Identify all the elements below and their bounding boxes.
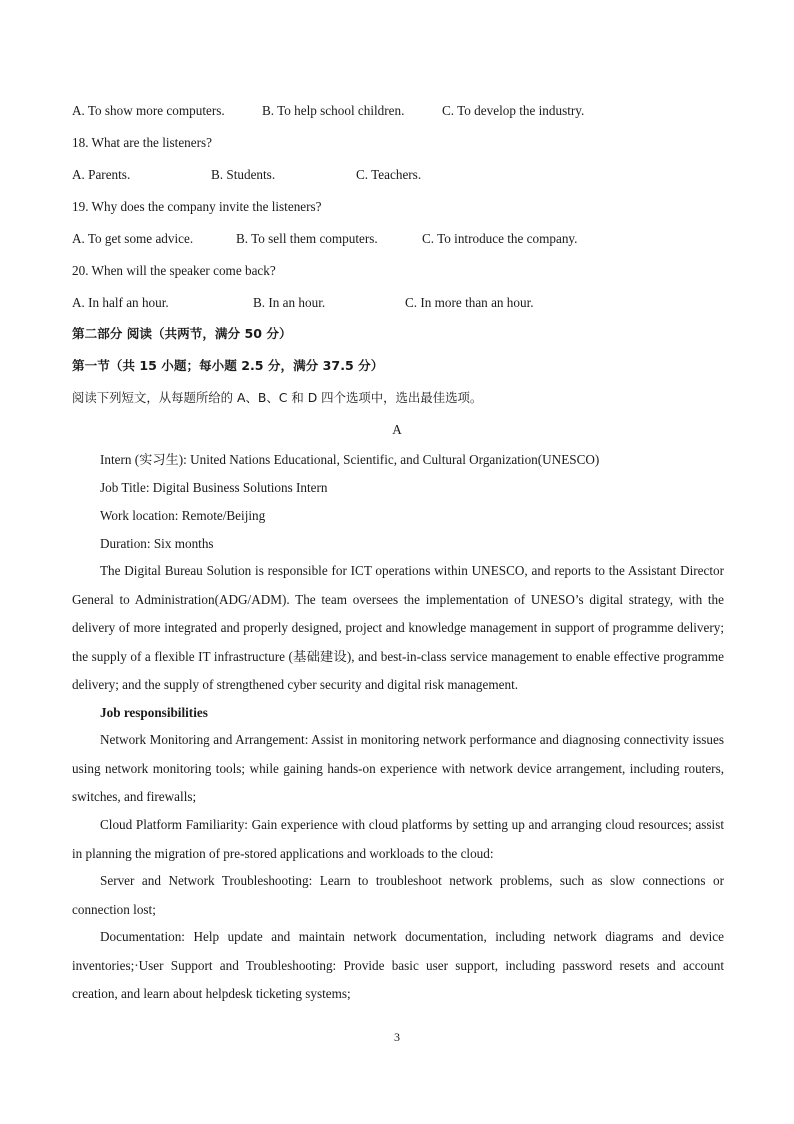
responsibilities-heading: Job responsibilities: [100, 705, 208, 720]
q20-option-a: A. In half an hour.: [72, 295, 169, 310]
location-line: Work location: Remote/Beijing: [100, 508, 266, 523]
q17-option-b: B. To help school children.: [262, 103, 405, 118]
intro-paragraph: [72, 557, 724, 700]
q17-option-c: C. To develop the industry.: [442, 103, 585, 118]
q18-option-c: C. Teachers.: [356, 167, 422, 182]
page-number: 3: [394, 1030, 400, 1044]
q19-question: 19. Why does the company invite the listeners?: [72, 199, 322, 214]
q18-question: 18. What are the listeners?: [72, 135, 213, 150]
duration-line: Duration: Six months: [100, 536, 214, 551]
intern-line: Intern (实习生): United Nations Educational, Scientific, and Cultural Organization(UNESCO): [100, 452, 600, 467]
job-title-line: Job Title: Digital Business Solutions Intern: [100, 480, 328, 495]
q18-option-b: B. Students.: [211, 167, 276, 182]
q20-option-c: C. In more than an hour.: [405, 295, 534, 310]
q18-option-a: A. Parents.: [72, 167, 131, 182]
q19-option-a: A. To get some advice.: [72, 231, 194, 246]
responsibility-text: Cloud Platform Familiarity: Gain experience with cloud platforms by setting up and arranging cloud resources; assist in planning the migration of pre-stored applications and workloads to the cloud:: [72, 817, 724, 861]
q19-option-c: C. To introduce the company.: [422, 231, 578, 246]
responsibility-text: Network Monitoring and Arrangement: Assist in monitoring network performance and diagnosing connectivity issues using network monitoring tools; while gaining hands-on experience with network device arrangement, including routers, switches, and firewalls;: [72, 732, 724, 805]
passage-label: A: [392, 422, 402, 437]
section-title: 第一节（共 15 小题；每小题 2.5 分，满分 37.5 分）: [72, 358, 384, 373]
responsibility-cloud: [72, 811, 724, 868]
q20-option-b: B. In an hour.: [253, 295, 326, 310]
q20-question: 20. When will the speaker come back?: [72, 263, 276, 278]
q19-option-b: B. To sell them computers.: [236, 231, 378, 246]
responsibility-documentation: [72, 923, 724, 1009]
reading-instruction: 阅读下列短文，从每题所给的 A、B、C 和 D 四个选项中，选出最佳选项。: [72, 390, 483, 405]
responsibility-text: Server and Network Troubleshooting: Learn to troubleshoot network problems, such as slow connections or connection lost;: [72, 873, 724, 917]
intro-paragraph-text: The Digital Bureau Solution is responsible for ICT operations within UNESCO, and reports to the Assistant Director General to Administration(ADG/ADM). The team oversees the implementation of UNESO’s digital strategy, with the delivery of more integrated and properly designed, project and knowledge management in support of programme delivery; the supply of a flexible IT infrastructure (基础建设), and best-in-class service management to enable effective programme delivery; and the supply of strengthened cyber security and digital risk management.: [72, 563, 724, 693]
responsibility-network: [72, 726, 724, 812]
responsibility-text: Documentation: Help update and maintain network documentation, including network diagrams and device inventories;·User Support and Troubleshooting: Provide basic user support, including password resets and account creation, and learn about helpdesk ticketing systems;: [72, 929, 724, 1002]
part-title: 第二部分 阅读（共两节，满分 50 分）: [72, 326, 292, 341]
q17-option-a: A. To show more computers.: [72, 103, 225, 118]
responsibility-troubleshooting: [72, 867, 724, 924]
